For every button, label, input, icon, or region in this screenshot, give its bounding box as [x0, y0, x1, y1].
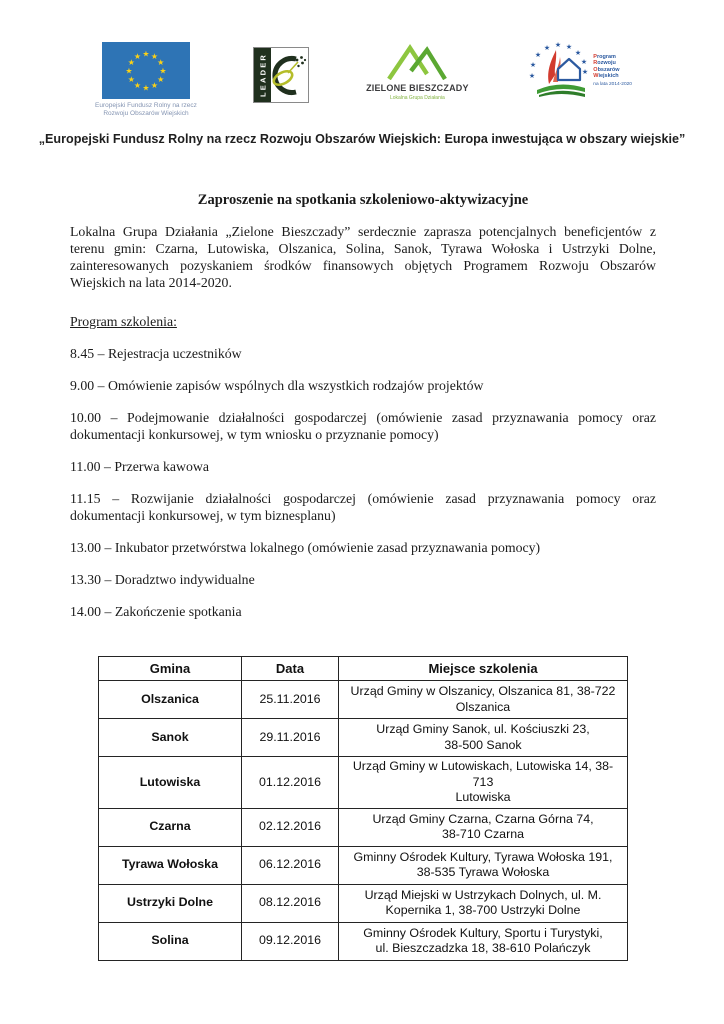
program-item-6: 13.00 – Inkubator przetwórstwa lokalnego (omówienie zasad przyznawania pomocy)	[70, 540, 541, 555]
eu-flag-icon	[100, 42, 192, 100]
prow-word-wiejskich: Wiejskich	[593, 73, 619, 79]
svg-text:★: ★	[127, 58, 135, 67]
svg-text:★: ★	[127, 75, 135, 84]
eu-fund-logo	[95, 42, 197, 118]
column-header-miejsce: Miejsce szkolenia	[339, 657, 628, 681]
cell-gmina: Sanok	[99, 719, 242, 757]
cell-data: 01.12.2016	[242, 757, 339, 809]
svg-text:★: ★	[133, 81, 142, 91]
column-header-data: Data	[242, 657, 339, 681]
cell-miejsce-line1: Gminny Ośrodek Kultury, Sportu i Turystyki,	[363, 925, 603, 940]
cell-miejsce-line2: Olszanica	[455, 699, 511, 714]
column-header-gmina: Gmina	[99, 657, 242, 681]
cell-gmina: Lutowiska	[99, 757, 242, 809]
cell-data: 29.11.2016	[242, 719, 339, 757]
cell-miejsce-line1: Gminny Ośrodek Kultury, Tyrawa Wołoska 191,	[353, 849, 613, 864]
table-row	[99, 884, 628, 922]
logo-strip	[0, 0, 724, 118]
svg-text:★: ★	[582, 68, 589, 76]
program-item-4: 11.00 – Przerwa kawowa	[70, 459, 209, 474]
svg-text:★: ★	[157, 75, 165, 84]
cell-miejsce-line1: Urząd Gminy w Olszanicy, Olszanica 81, 38-722	[350, 684, 616, 698]
cell-gmina: Czarna	[99, 808, 242, 846]
cell-gmina: Olszanica	[99, 681, 242, 719]
svg-text:★: ★	[535, 51, 542, 59]
cell-miejsce-line1: Urząd Gminy Czarna, Czarna Górna 74,	[372, 811, 594, 826]
cell-miejsce	[339, 757, 628, 809]
program-item-2: 9.00 – Omówienie zapisów wspólnych dla wszystkich rodzajów projektów	[70, 378, 484, 393]
cell-data: 25.11.2016	[242, 681, 339, 719]
svg-text:★: ★	[529, 72, 536, 80]
svg-text:★: ★	[157, 58, 165, 67]
schedule-table	[98, 656, 628, 961]
prow-word-obszarow: Obszarów	[593, 66, 620, 73]
svg-text:★: ★	[133, 51, 142, 61]
table-row	[99, 681, 628, 719]
intro-paragraph: Lokalna Grupa Działania „Zielone Bieszczady” serdecznie zaprasza potencjalnych beneficjentów z terenu gmin: Czarna, Lutowiska, Olszanica, Solina, Sanok, Tyrawa Wołoska i Ustrzyki Dolne, zainteresowanych pozyskaniem środków finansowych objętych Programem Rozwoju Obszarów Wiejskich na lata 2014-2020.	[70, 224, 656, 290]
svg-text:★: ★	[530, 61, 537, 69]
cell-miejsce-line2: 38-710 Czarna	[442, 827, 524, 841]
cell-data: 08.12.2016	[242, 884, 339, 922]
svg-text:★: ★	[555, 42, 562, 49]
table-header-row	[99, 657, 628, 681]
cell-miejsce-line2: 38-535 Tyrawa Wołoska	[416, 865, 550, 879]
svg-text:★: ★	[142, 83, 150, 93]
svg-text:★: ★	[544, 44, 551, 52]
cell-miejsce	[339, 719, 628, 757]
cell-miejsce	[339, 884, 628, 922]
cell-miejsce-line1: Urząd Gminy Sanok, ul. Kościuszki 23,	[376, 722, 590, 736]
leader-logo	[253, 42, 309, 103]
cell-gmina: Solina	[99, 922, 242, 960]
leader-icon	[253, 47, 309, 103]
green-mountains-icon	[377, 42, 457, 80]
prow-wordmark	[593, 54, 632, 87]
svg-text:★: ★	[142, 49, 150, 59]
table-row	[99, 922, 628, 960]
cell-miejsce-line2: ul. Bieszczadzka 18, 38-610 Polańczyk	[375, 941, 591, 955]
prow-logo	[525, 42, 632, 98]
program-item-1: 8.45 – Rejestracja uczestników	[70, 346, 242, 361]
cell-gmina: Ustrzyki Dolne	[99, 884, 242, 922]
zielone-bieszczady-title: ZIELONE BIESZCZADY	[366, 83, 469, 93]
table-row	[99, 719, 628, 757]
program-item-8: 14.00 – Zakończenie spotkania	[70, 604, 242, 619]
prow-word-program: Program	[593, 53, 616, 60]
cell-data: 09.12.2016	[242, 922, 339, 960]
zielone-bieszczady-subtitle: Lokalna Grupa Działania	[390, 95, 445, 101]
cell-miejsce	[339, 922, 628, 960]
eu-fund-caption-line1: Europejski Fundusz Rolny na rzecz	[95, 102, 197, 109]
svg-text:★: ★	[575, 49, 582, 57]
program-item-3: 10.00 – Podejmowanie działalności gospodarczej (omówienie zasad przyznawania pomocy oraz dokumentacji konkursowej, w tym wniosku o przyznanie pomocy)	[70, 410, 656, 442]
cell-miejsce-line2: 38-500 Sanok	[444, 737, 522, 752]
svg-text:★: ★	[125, 66, 133, 76]
leader-label: LEADER	[258, 52, 268, 97]
cell-miejsce	[339, 846, 628, 884]
page-title: Zaproszenie na spotkania szkoleniowo-aktywizacyjne	[197, 192, 529, 208]
cell-miejsce	[339, 808, 628, 846]
header-quote: „Europejski Fundusz Rolny na rzecz Rozwoju Obszarów Wiejskich: Europa inwestująca w obszary wiejskie”	[38, 132, 686, 146]
prow-emblem-icon	[525, 42, 589, 98]
svg-text:★: ★	[159, 66, 167, 76]
svg-text:★: ★	[566, 43, 573, 51]
cell-miejsce-line1: Urząd Miejski w Ustrzykach Dolnych, ul. M.	[364, 887, 602, 902]
program-item-5: 11.15 – Rozwijanie działalności gospodarczej (omówienie zasad przyznawania pomocy oraz dokumentacji konkursowej, w tym biznesplanu)	[70, 491, 656, 523]
table-row	[99, 757, 628, 809]
cell-miejsce-line1: Urząd Gminy w Lutowiskach, Lutowiska 14, 38-713	[352, 759, 614, 789]
eu-fund-caption-line2: Rozwoju Obszarów Wiejskich	[103, 110, 189, 117]
cell-miejsce-line2: Kopernika 1, 38-700 Ustrzyki Dolne	[385, 903, 581, 917]
prow-word-rozwoju: Rozwoju	[593, 60, 616, 66]
cell-miejsce	[339, 681, 628, 719]
svg-text:★: ★	[150, 81, 159, 91]
table-row	[99, 808, 628, 846]
cell-gmina: Tyrawa Wołoska	[99, 846, 242, 884]
prow-period: na lata 2014-2020	[593, 81, 632, 87]
zielone-bieszczady-logo	[366, 42, 469, 101]
program-heading: Program szkolenia:	[70, 314, 177, 329]
cell-data: 06.12.2016	[242, 846, 339, 884]
program-item-7: 13.30 – Doradztwo indywidualne	[70, 572, 255, 587]
svg-text:★: ★	[581, 58, 588, 66]
cell-data: 02.12.2016	[242, 808, 339, 846]
cell-miejsce-line2: Lutowiska	[455, 790, 511, 804]
svg-text:★: ★	[150, 51, 159, 61]
table-row	[99, 846, 628, 884]
